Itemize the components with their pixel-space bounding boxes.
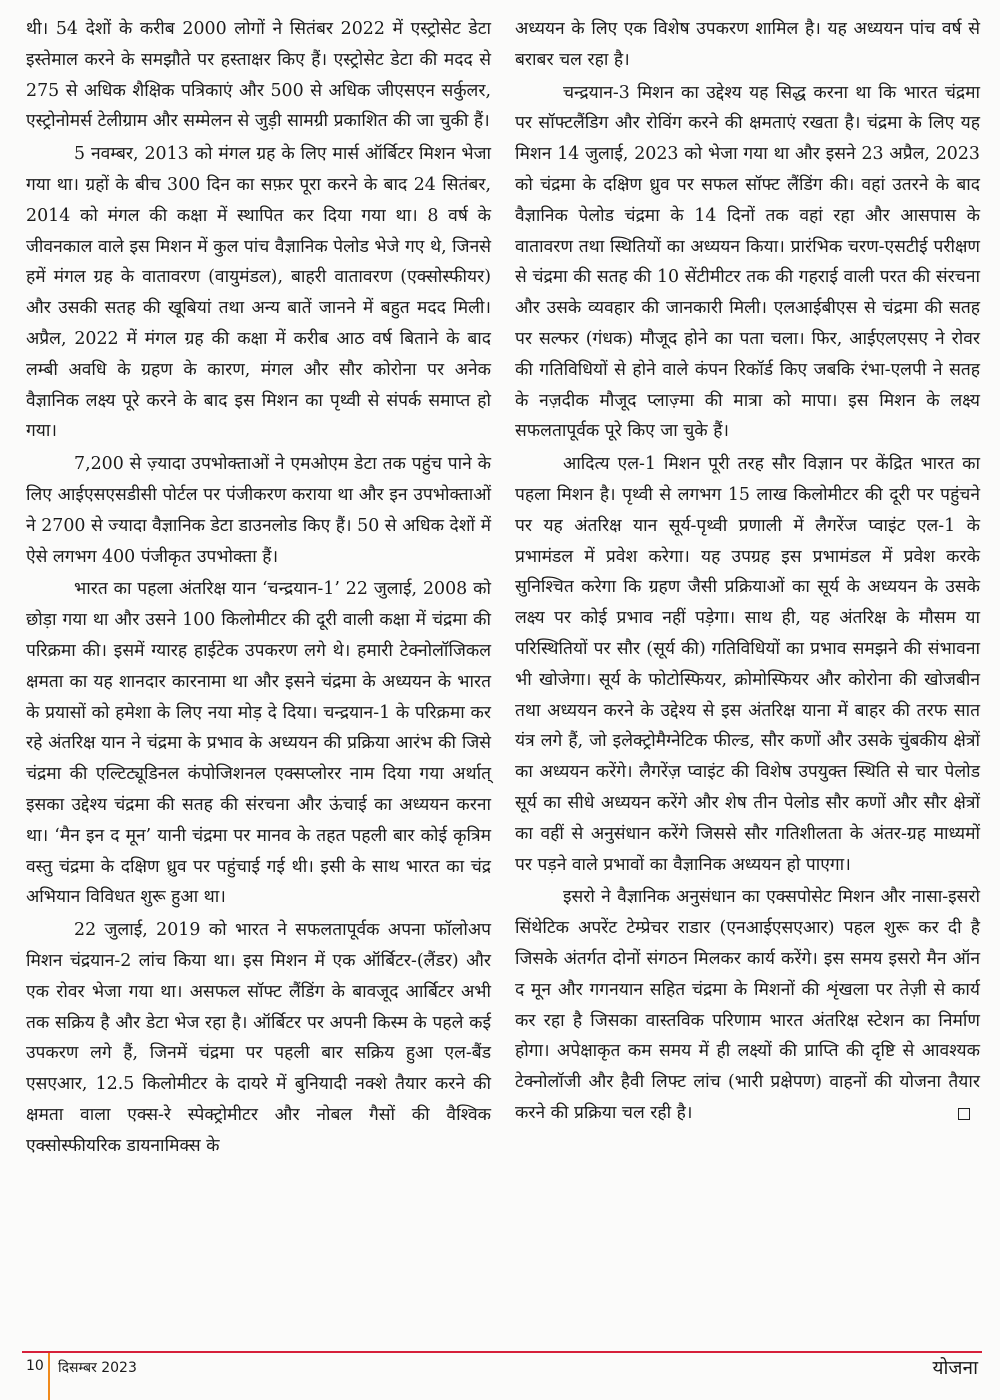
page-number: 10 <box>26 1358 44 1374</box>
magazine-name: योजना <box>932 1357 978 1379</box>
paragraph-last <box>515 882 980 1128</box>
article-body <box>26 14 980 1304</box>
end-mark-icon <box>958 1108 970 1120</box>
footer-rule <box>22 1351 982 1353</box>
paragraph: थी। 54 देशों के करीब 2000 लोगों ने सितंबर 2022 में एस्ट्रोसेट डेटा इस्तेमाल करने के समझौते पर हस्ताक्षर किए हैं। एस्ट्रोसेट डेटा की मदद से 275 से अधिक शैक्षिक पत्रिकाएं और 500 से अधिक जीएसएन सर्कुलर, एस्ट्रोनोमर्स टेलीग्राम और सम्मेलन से जुड़ी सामग्री प्रकाशित की जा चुकी हैं। <box>26 19 491 132</box>
paragraph: चन्द्रयान-3 मिशन का उद्देश्य यह सिद्ध करना था कि भारत चंद्रमा पर सॉफ्टलैंडिग और रोविंग करने की क्षमताएं रखता है। चंद्रमा के लिए यह मिशन 14 जुलाई, 2023 को भेजा गया था और इसने 23 अप्रैल, 2023 को चंद्रमा के दक्षिण ध्रुव पर सफल सॉफ्ट लैंडिंग की। वहां उतरने के बाद वैज्ञानिक पेलोड चंद्रमा के 14 दिनों तक वहां रहा और आसपास के वातावरण तथा स्थितियों का अध्ययन किया। प्रारंभिक चरण-एसटीई परीक्षण से चंद्रमा की सतह की 10 सेंटीमीटर तक की गहराई वाली परत की संरचना और उसके व्यवहार की जानकारी मिली। एलआईबीएस से चंद्रमा की सतह पर सल्फर (गंधक) मौजूद होने का पता चला। फिर, आईएलएसए ने रोवर की गतिविधियों से होने वाले कंपन रिकॉर्ड किए जबकि रंभा-एलपी ने सतह के नज़दीक मौजूद प्लाज़्मा की मात्रा को मापा। इस मिशन के लक्ष्य सफलतापूर्वक पूरे किए जा चुके हैं। <box>515 82 980 442</box>
paragraph-text: इसरो ने वैज्ञानिक अनुसंधान का एक्सपोसेट मिशन और नासा-इसरो सिंथेटिक अपरेंट टेम्प्रेचर राडार (एनआईएसएआर) पहल शुरू कर दी है जिसके अंतर्गत दोनों संगठन मिलकर कार्य करेंगे। इस समय इसरो मैन ऑन द मून और गगनयान सहित चंद्रमा के मिशनों की शृंखला पर तेज़ी से कार्य कर रहा है जिसका वास्तविक परिणाम भारत अंतरिक्ष स्टेशन का निर्माण होगा। अपेक्षाकृत कम समय में ही लक्ष्यों की प्राप्ति की दृष्टि से आवश्यक टेक्नोलॉजी और हैवी लिफ्ट लांच (भारी प्रक्षेपण) वाहनों की योजना तैयार करने की प्रक्रिया चल रही है। <box>515 887 980 1123</box>
left-column <box>26 14 491 1304</box>
footer-divider <box>48 1353 50 1400</box>
paragraph: आदित्य एल-1 मिशन पूरी तरह सौर विज्ञान पर केंद्रित भारत का पहला मिशन है। पृथ्वी से लगभग 15 लाख किलोमीटर की दूरी पर पहुंचने पर यह अंतरिक्ष यान सूर्य-पृथ्वी प्रणाली में लैगरेंज प्वाइंट एल-1 के प्रभामंडल में प्रवेश करेगा। यह उपग्रह इस प्रभामंडल में प्रवेश करके सुनिश्चित करेगा कि ग्रहण जैसी प्रक्रियाओं का सूर्य के अध्ययन के उसके लक्ष्य पर कोई प्रभाव नहीं पड़ेगा। साथ ही, यह अंतरिक्ष के मौसम या परिस्थितियों पर सौर (सूर्य की) गतिविधियों का प्रभाव समझने की संभावना भी खोजेगा। सूर्य के फोटोस्फियर, क्रोमोस्फियर और कोरोना की खोजबीन तथा अध्ययन करने के उद्देश्य से इस अंतरिक्ष याना में बाहर की तरफ सात यंत्र लगे हैं, जो इलेक्ट्रोमैग्नेटिक फील्ड, सौर कणों और उसके चुंबकीय क्षेत्रों का अध्ययन करेंगे। लैगरेंज़ प्वाइंट की विशेष उपयुक्त स्थिति से चार पेलोड सूर्य का सीधे अध्ययन करेंगे और शेष तीन पेलोड सौर कणों और सौर क्षेत्रों का वहीं से अनुसंधान करेंगे जिससे सौर गतिशीलता के अंतर-ग्रह माध्यमों पर पड़ने वाले प्रभावों का वैज्ञानिक अध्ययन हो पाएगा। <box>515 454 980 875</box>
paragraph: 5 नवम्बर, 2013 को मंगल ग्रह के लिए मार्स ऑर्बिटर मिशन भेजा गया था। ग्रहों के बीच 300 दिन का सफ़र पूरा करने के बाद 24 सितंबर, 2014 को मंगल की कक्षा में स्थापित कर दिया गया था। 8 वर्ष के जीवनकाल वाले इस मिशन में कुल पांच वैज्ञानिक पेलोड भेजे गए थे, जिनसे हमें मंगल ग्रह के वातावरण (वायुमंडल), बाहरी वातावरण (एक्सोस्फीयर) और उसकी सतह की खूबियां तथा अन्य बातें जानने में बहुत मदद मिली। अप्रैल, 2022 में मंगल ग्रह की कक्षा में करीब आठ वर्ष बिताने के बाद लम्बी अवधि के ग्रहण के कारण, मंगल और सौर कोरोना पर अनेक वैज्ञानिक लक्ष्य पूरे करने के बाद इस मिशन का पृथ्वी से संपर्क समाप्त हो गया। <box>26 144 491 442</box>
paragraph: अध्ययन के लिए एक विशेष उपकरण शामिल है। यह अध्ययन पांच वर्ष से बराबर चल रहा है। <box>515 19 980 70</box>
paragraph: 7,200 से ज़्यादा उपभोक्ताओं ने एमओएम डेटा तक पहुंच पाने के लिए आईएसएसडीसी पोर्टल पर पंजीकरण कराया था और इन उपभोक्ताओं ने 2700 से ज्यादा वैज्ञानिक डेटा डाउनलोड किए हैं। 50 से अधिक देशों में ऐसे लगभग 400 पंजीकृत उपभोक्ता हैं। <box>26 454 491 567</box>
right-column <box>515 14 980 1304</box>
paragraph: 22 जुलाई, 2019 को भारत ने सफलतापूर्वक अपना फॉलोअप मिशन चंद्रयान-2 लांच किया था। इस मिशन में एक ऑर्बिटर-(लैंडर) और एक रोवर भेजा गया था। असफल सॉफ्ट लैंडिंग के बावजूद आर्बिटर अभी तक सक्रिय है और डेटा भेज रहा है। ऑर्बिटर पर अपनी किस्म के पहले कई उपकरण लगे हैं, जिनमें चंद्रमा पर पहली बार सक्रिय हुआ एल-बैंड एसएआर, 12.5 किलोमीटर के दायरे में बुनियादी नक्शे तैयार करने की क्षमता वाला एक्स-रे स्पेक्ट्रोमीटर और नोबल गैसों की वैश्विक एक्सोस्फीयरिक डायनामिक्स के <box>26 920 491 1156</box>
issue-date: दिसम्बर 2023 <box>58 1360 137 1376</box>
paragraph: भारत का पहला अंतरिक्ष यान ‘चन्द्रयान-1’ 22 जुलाई, 2008 को छोड़ा गया था और उसने 100 किलोमीटर की दूरी वाली कक्षा में चंद्रमा की परिक्रमा की। इसमें ग्यारह हाईटेक उपकरण लगे थे। हमारी टेक्नोलॉजिकल क्षमता का यह शानदार कारनामा था और इसने चंद्रमा के अध्ययन के भारत के प्रयासों को हमेशा के लिए नया मोड़ दे दिया। चन्द्रयान-1 के परिक्रमा कर रहे अंतरिक्ष यान ने चंद्रमा के प्रभाव के अध्ययन की प्रक्रिया आरंभ की जिसे चंद्रमा की एल्टिट्यूडिनल कंपोजिशनल एक्सप्लोरर नाम दिया गया अर्थात् इसका उद्देश्य चंद्रमा की सतह की संरचना और ऊंचाई का अध्ययन करना था। ‘मैन इन द मून’ यानी चंद्रमा पर मानव के तहत पहली बार कोई कृत्रिम वस्तु चंद्रमा के दक्षिण ध्रुव पर पहुंचाई गई थी। इसी के साथ भारत का चंद्र अभियान विविधत शुरू हुआ था। <box>26 579 491 908</box>
